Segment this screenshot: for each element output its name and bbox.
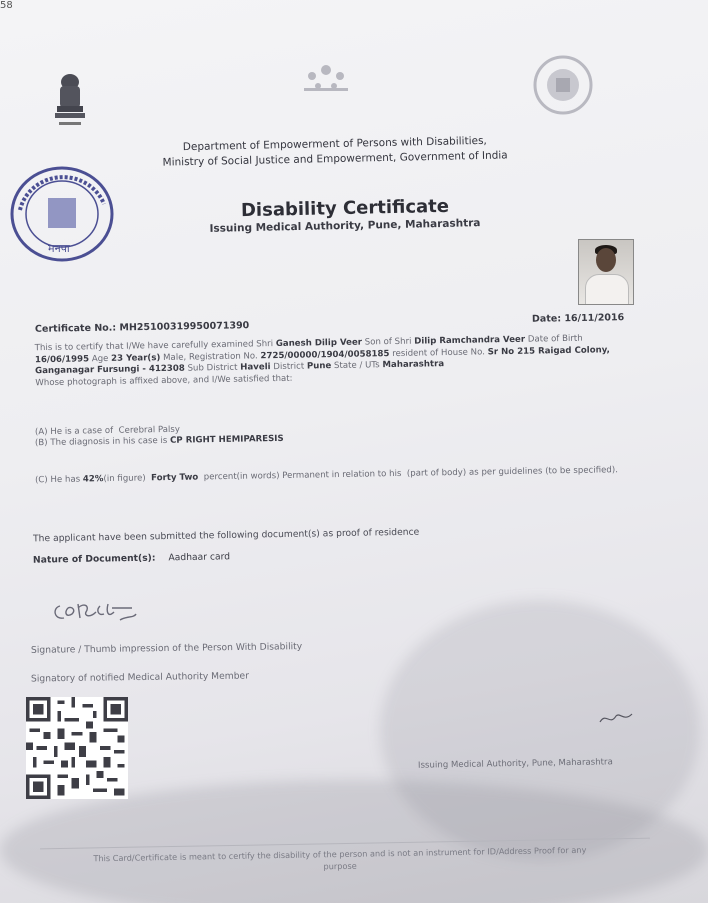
authority-signature-label: Signatory of notified Medical Authority Member — [30, 670, 250, 685]
holder-name: Ganesh Dilip Veer — [275, 337, 363, 350]
issue-date: Date: 16/11/2016 — [531, 312, 625, 325]
issuing-authority-label: Issuing Medical Authority, Pune, Maharashtra — [417, 757, 613, 771]
municipal-stamp-icon — [6, 160, 118, 268]
footer-disclaimer: This Card/Certificate is meant to certify the disability of the person and is not an instrument for ID/Address Proof for any purpose — [93, 844, 587, 872]
age: 23 Year(s) — [111, 352, 161, 364]
watermark-emblem-icon — [296, 62, 356, 96]
disability-percent-words: Forty Two — [151, 472, 199, 484]
document-nature-value: Aadhaar card — [168, 551, 231, 564]
disability-percent: 42% — [82, 474, 104, 485]
issue-date-value: 16/11/2016 — [564, 312, 625, 325]
disability-type: Cerebral Palsy — [118, 424, 181, 436]
qr-code-icon — [26, 697, 128, 799]
authority-signature — [596, 708, 636, 730]
finding-c: (C) He has 42%(in figure) Forty Two percent(in words) Permanent in relation to his (part of body) as per guidelines (to be specified). — [34, 465, 619, 486]
national-emblem-icon — [50, 72, 90, 134]
department-line: Department of Empowerment of Persons with Disabilities, — [182, 134, 487, 154]
corner-mark: 58 — [0, 0, 13, 11]
stamp-text: मनपा — [48, 242, 70, 255]
house-address: Sr No 215 Raigad Colony, Ganganagar Fursungi - 412308 — [35, 344, 610, 377]
father-name: Dilip Ramchandra Veer — [414, 334, 526, 347]
date-of-birth: 16/06/1995 — [34, 353, 90, 365]
state: Maharashtra — [382, 359, 445, 371]
finding-a: (A) He is a case of Cerebral Palsy — [34, 424, 181, 438]
page-subtitle: Issuing Medical Authority, Pune, Maharashtra — [209, 217, 481, 235]
holder-photo — [578, 239, 634, 305]
seal-icon — [532, 54, 594, 116]
department-header — [110, 132, 561, 171]
person-signature-label: Signature / Thumb impression of the Person With Disability — [30, 641, 303, 656]
ministry-line: Ministry of Social Justice and Empowerment, Government of India — [162, 149, 508, 169]
certificate-number-value: MH25100319950071390 — [119, 320, 250, 334]
district: Pune — [306, 361, 332, 372]
diagnosis: CP RIGHT HEMIPARESIS — [170, 433, 284, 446]
registration-number: 2725/00000/1904/0058185 — [260, 348, 390, 361]
certificate-number: Certificate No.: MH25100319950071390 — [34, 320, 250, 335]
page-title: Disability Certificate — [240, 195, 450, 222]
document-nature: Nature of Document(s): Aadhaar card — [32, 551, 231, 566]
residence-statement: The applicant have been submitted the following document(s) as proof of residence — [32, 526, 420, 545]
finding-b: (B) The diagnosis in his case is CP RIGHT HEMIPARESIS — [34, 433, 284, 449]
handwritten-signature — [50, 594, 142, 628]
sub-district: Haveli — [240, 362, 271, 373]
certification-paragraph: This is to certify that I/We have carefully examined Shri Ganesh Dilip Veer Son of Shri Dilip Ramchandra Veer Date of Birth 16/06/1995 Age 23 Year(s) Male, Registration No. 2725/00000/1904/0058185 resident of House No. Sr No 215 Raigad Colony, Ganganagar Fursungi - 412308 Sub District Haveli District Pune State / UTs Maharashtra Whose photograph is affixed above, and I/We satisfied that: — [34, 333, 610, 388]
